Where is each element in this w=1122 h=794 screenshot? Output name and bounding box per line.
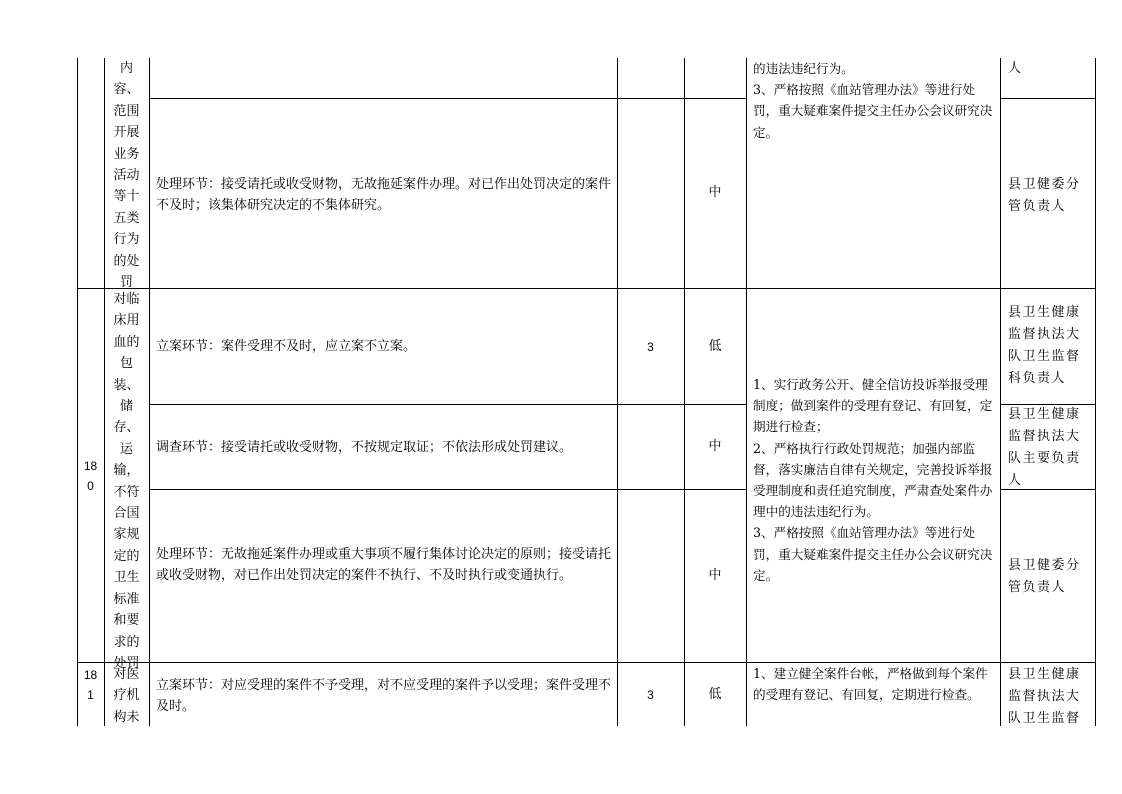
risk-step-cell: 立案环节：对应受理的案件不予受理，对不应受理的案件予以受理；案件受理不及时。 <box>156 678 612 714</box>
score-cell: 3 <box>647 340 654 354</box>
sequence-number: 18 1 <box>83 668 98 702</box>
item-name-cell: 内 容、 范围 开展 业务 活动 等十 五类 行为 的处 罚 <box>113 61 140 291</box>
responsible-cell: 人 <box>1008 61 1023 76</box>
sequence-number: 18 0 <box>83 459 98 493</box>
risk-level-cell: 中 <box>708 185 722 200</box>
prevention-measures-cell: 1、实行政务公开、健全信访投诉举报受理制度；做到案件的受理有登记、有回复，定期进行检查； 2、严格执行行政处罚规范；加强内部监督，落实廉洁自律有关规定，完善投诉举报受理制度和责任追究制度，严肃查处案件办理中的违法违纪行为。 3、严格按照《血站管理办法》等进行处罚，重大疑难案件提交主任办公会议研究决定。 <box>753 377 993 583</box>
responsible-cell: 县卫生健康 监督执法大 队卫生监督 科负责人 <box>1008 305 1081 386</box>
item-name-cell: 对临 床用 血的 包 装、 储 存、 运 输， 不符 合国 家规 定的 卫生 标准 和要 求的 处罚 <box>113 292 140 671</box>
risk-step-cell: 处理环节：接受请托或收受财物，无故拖延案件办理。对已作出处罚决定的案件不及时；该集体研究决定的不集体研究。 <box>156 177 612 213</box>
responsible-cell: 县卫健委分 管负责人 <box>1008 558 1081 595</box>
score-cell: 3 <box>647 688 654 702</box>
risk-level-cell: 低 <box>708 339 722 354</box>
responsible-cell: 县卫健委分 管负责人 <box>1008 177 1081 214</box>
responsible-cell: 县卫生健康 监督执法大 队主要负责 人 <box>1008 407 1081 488</box>
risk-level-cell: 低 <box>708 687 722 702</box>
risk-level-cell: 中 <box>708 439 722 454</box>
risk-step-cell: 处理环节：无故拖延案件办理或重大事项不履行集体讨论决定的原则；接受请托或收受财物，对已作出处罚决定的案件不执行、不及时执行或变通执行。 <box>156 547 612 583</box>
prevention-measures-cell: 的违法违纪行为。 3、严格按照《血站管理办法》等进行处罚，重大疑难案件提交主任办公会议研究决定。 <box>753 61 993 140</box>
responsible-cell: 县卫生健康 监督执法大 队卫生监督 <box>1008 667 1081 726</box>
risk-step-cell: 立案环节：案件受理不及时，应立案不立案。 <box>156 339 417 354</box>
prevention-measures-cell: 1、建立健全案件台帐，严格做到每个案件的受理有登记、有回复，定期进行检查。 <box>753 666 988 703</box>
item-name-cell: 对医 疗机 构未 <box>113 667 140 725</box>
risk-level-cell: 中 <box>708 568 722 583</box>
risk-step-cell: 调查环节：接受请托或收受财物，不按规定取证；不依法形成处罚建议。 <box>156 440 573 455</box>
